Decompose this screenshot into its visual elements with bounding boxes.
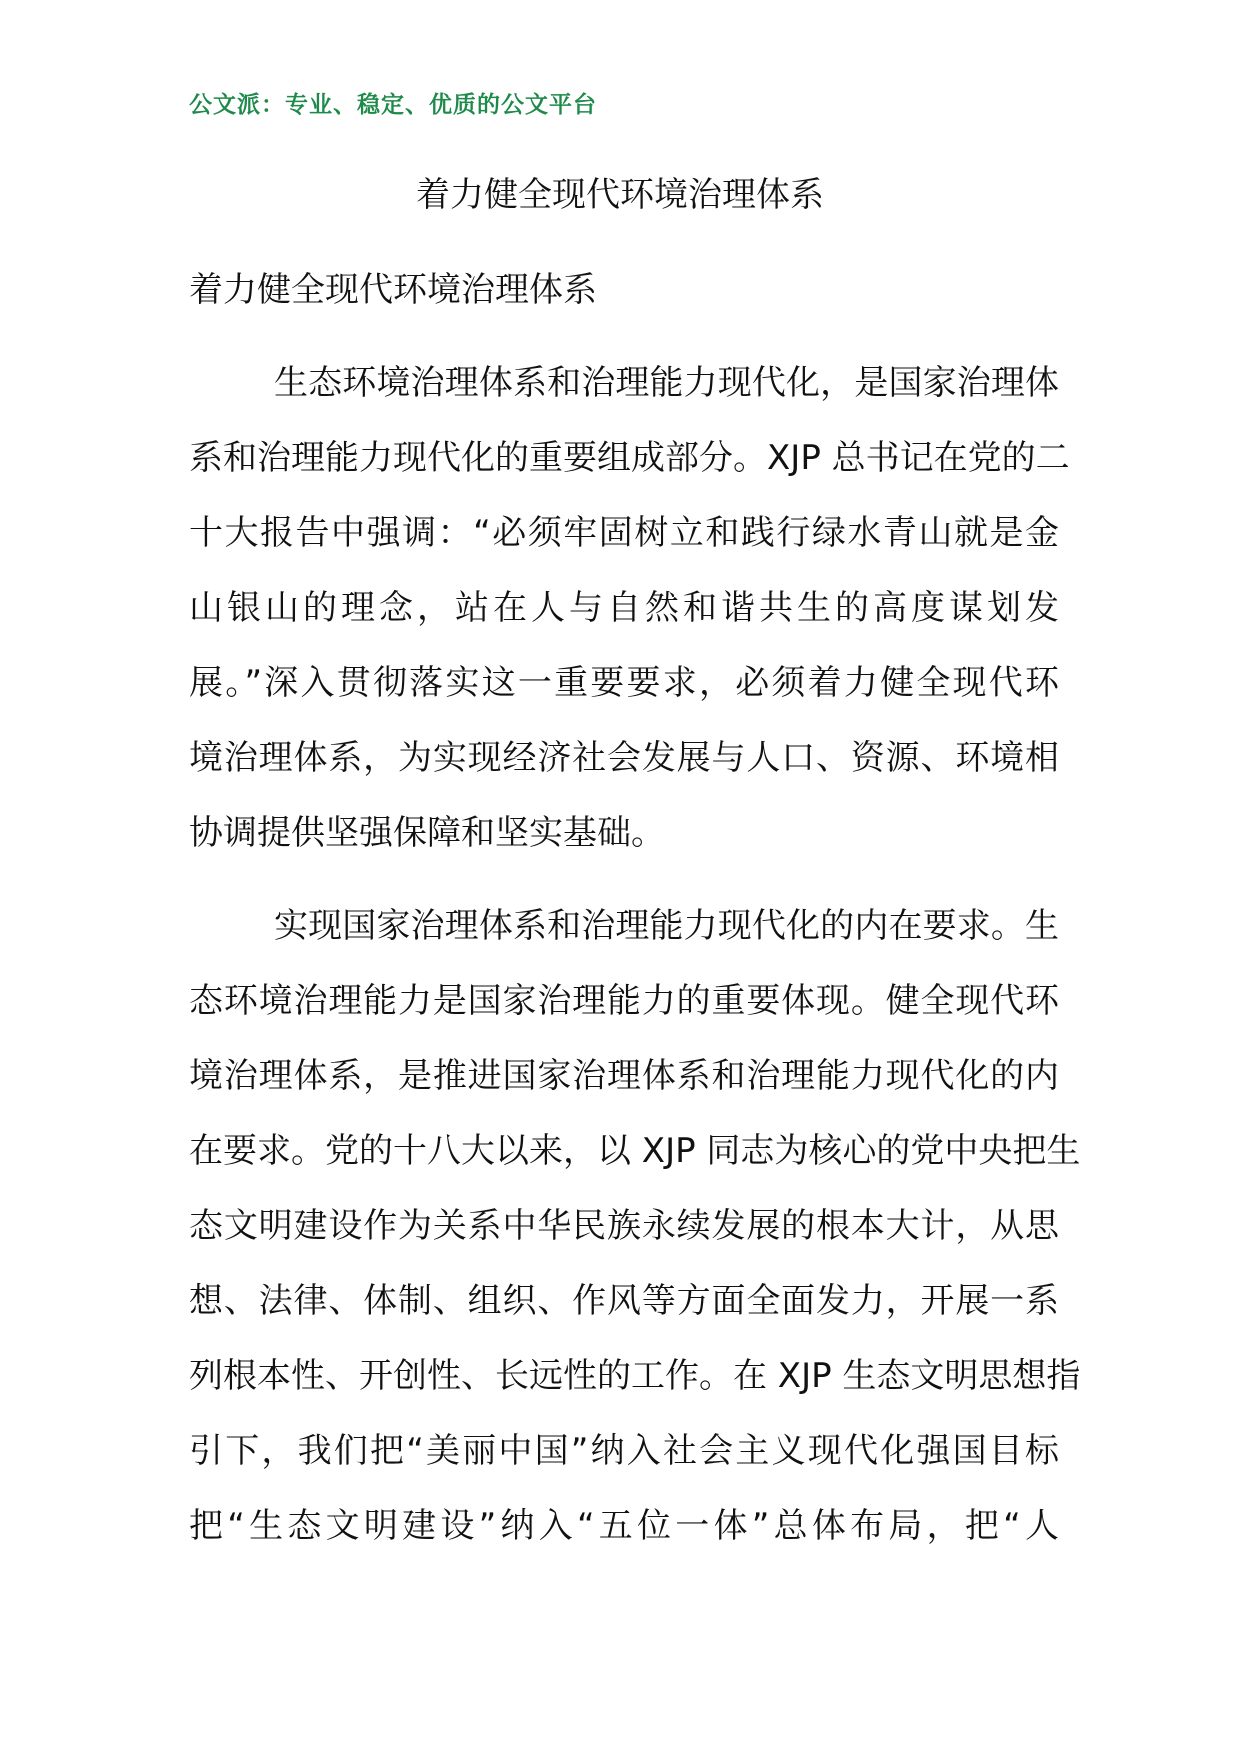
paragraph-line: 十大报告中强调：“必须牢固树立和践行绿水青山就是金 [189, 513, 1059, 553]
paragraph-line: 生态环境治理体系和治理能力现代化，是国家治理体 [274, 363, 1059, 403]
paragraph-1 [189, 346, 1070, 871]
paragraph-line: 协调提供坚强保障和坚实基础。 [189, 813, 665, 853]
paragraph-line: 想、法律、体制、组织、作风等方面全面发力，开展一系 [189, 1281, 1059, 1321]
paragraph-line: 系和治理能力现代化的重要组成部分。XJP 总书记在党的二 [189, 438, 1070, 478]
header-banner: 公文派：专业、稳定、优质的公文平台 [189, 92, 597, 118]
paragraph-line: 山银山的理念，站在人与自然和谐共生的高度谋划发 [189, 588, 1059, 628]
paragraph-line: 实现国家治理体系和治理能力现代化的内在要求。生 [274, 906, 1059, 946]
paragraph-line: 把“生态文明建设”纳入“五位一体”总体布局，把“人 [189, 1506, 1059, 1546]
paragraph-line: 态环境治理能力是国家治理能力的重要体现。健全现代环 [189, 981, 1059, 1021]
paragraph-line: 态文明建设作为关系中华民族永续发展的根本大计，从思 [189, 1206, 1059, 1246]
paragraph-line: 列根本性、开创性、长远性的工作。在 XJP 生态文明思想指 [189, 1356, 1081, 1396]
paragraph-line: 引下，我们把“美丽中国”纳入社会主义现代化强国目标 [189, 1431, 1059, 1471]
paragraph-2 [189, 889, 1081, 1564]
paragraph-line: 在要求。党的十八大以来，以 XJP 同志为核心的党中央把生 [189, 1131, 1081, 1171]
document-subtitle: 着力健全现代环境治理体系 [189, 270, 597, 310]
paragraph-line: 境治理体系，为实现经济社会发展与人口、资源、环境相 [189, 738, 1059, 778]
paragraph-line: 展。”深入贯彻落实这一重要要求，必须着力健全现代环 [189, 663, 1059, 703]
document-title: 着力健全现代环境治理体系 [416, 175, 824, 215]
paragraph-line: 境治理体系，是推进国家治理体系和治理能力现代化的内 [189, 1056, 1059, 1096]
